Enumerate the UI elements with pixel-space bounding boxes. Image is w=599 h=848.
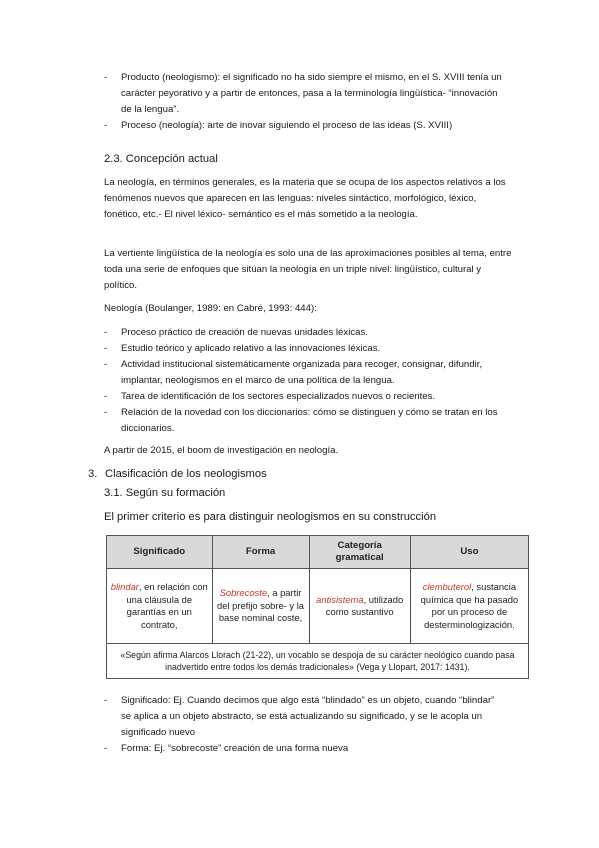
- list-item: [104, 389, 504, 405]
- bullet-dash: -: [104, 695, 108, 706]
- bullet-dash: -: [104, 743, 108, 754]
- cell-significado: [107, 569, 213, 644]
- list-item-text: Significado: Ej. Cuando decimos que algo está “blindado” es un objeto, cuando “blindar” se aplica a un objeto abstracto, se está actualizando su significado, y se le acopla un significado nuevo: [121, 695, 495, 738]
- intro-text: El primer criterio es para distinguir neologismos en su construcción: [104, 511, 437, 523]
- list-item-text: Forma: Ej. “sobrecoste” creación de una forma nueva: [121, 743, 349, 754]
- list-item-text: Actividad institucional sistemáticamente organizada para recoger, consignar, difundir, implantar, neologismos en el marco de una política de la lengua.: [121, 359, 483, 386]
- header-categoria: Categoría gramatical: [309, 536, 410, 569]
- section-heading-3-1: 3.1. Según su formación: [104, 487, 226, 499]
- header-forma: Forma: [212, 536, 309, 569]
- bullet-dash: -: [104, 72, 108, 83]
- bullet-dash: -: [104, 407, 108, 418]
- list-item: [104, 405, 504, 437]
- table-header-row: [107, 536, 529, 569]
- bullet-dash: -: [104, 391, 108, 402]
- section-heading-2-3: 2.3. Concepción actual: [104, 153, 218, 165]
- list-item: [104, 118, 504, 134]
- quote-cell: «Según afirma Alarcos Llorach (21-22), un vocablo se despoja de su carácter neológico cuando pasa inadvertido entre todos los demás tradicionales» (Vega y Llopart, 2017: 1431).: [107, 644, 529, 679]
- table-row: [107, 569, 529, 644]
- cell-forma: [212, 569, 309, 644]
- term: clembuterol: [422, 581, 472, 592]
- cell-text: , utilizado como sustantivo: [325, 593, 404, 617]
- bullet-dash: -: [104, 327, 108, 338]
- list-item: [104, 357, 504, 389]
- list-item-text: Tarea de identificación de los sectores especializados nuevos o recientes.: [121, 391, 436, 402]
- list-item-text: Producto (neologismo): el significado no ha sido siempre el mismo, en el S. XVIII tenía un carácter peyorativo y a partir de entonces, pasa a la terminología lingüística- “innovación de la lengua”.: [121, 72, 502, 115]
- table-quote-row: [107, 644, 529, 679]
- paragraph-boulanger: Neología (Boulanger, 1989: en Cabré, 1993: 444):: [104, 303, 317, 314]
- list-item-text: Relación de la novedad con los diccionarios: cómo se distinguen y cómo se tratan en los diccionarios.: [121, 407, 498, 434]
- bullet-dash: -: [104, 343, 108, 354]
- paragraph-neologia: La neología, en términos generales, es la materia que se ocupa de los aspectos relativos a los fenómenos nuevos que aparecen en las lenguas: niveles sintáctico, morfológico, léxico, fonético, etc.- El nivel léxico- semántico es el más sometido a la neología.: [104, 177, 506, 220]
- list-item: [104, 341, 504, 357]
- neologism-table: [106, 535, 529, 679]
- list-item: [104, 325, 504, 341]
- cell-text: , a partir del prefijo sobre- y la base nominal coste,: [217, 587, 305, 624]
- section-number: 3.: [88, 468, 98, 480]
- term: Sobrecoste: [219, 587, 268, 599]
- list-item: [104, 693, 504, 741]
- list-item: [104, 70, 504, 118]
- list-item-text: Proceso (neología): arte de inovar siguiendo el proceso de las ideas (S. XVIII): [121, 120, 453, 131]
- cell-categoria: [309, 569, 410, 644]
- list-item: [104, 741, 504, 757]
- paragraph-vertiente: La vertiente lingüística de la neología es solo una de las aproximaciones posibles al tema, entre toda una serie de enfoques que sitúan la neología en un triple nivel: lingüístico, cultural y político.: [104, 248, 512, 291]
- bullet-dash: -: [104, 359, 108, 370]
- cell-text: , sustancia química que ha pasado por un proceso de desterminologización.: [420, 581, 519, 630]
- section-heading-3: [88, 466, 388, 482]
- term: antisistema: [316, 593, 364, 605]
- cell-text: , en relación con una cláusula de garantías en un contrato,: [126, 581, 208, 630]
- cell-uso: [410, 569, 528, 644]
- paragraph-boom: A partir de 2015, el boom de investigación en neología.: [104, 445, 339, 456]
- bullet-dash: -: [104, 120, 108, 131]
- term: blindar: [110, 581, 139, 592]
- list-item-text: Estudio teórico y aplicado relativo a las innovaciones léxicas.: [121, 343, 381, 354]
- section-title: Clasificación de los neologismos: [105, 468, 267, 480]
- header-uso: Uso: [410, 536, 528, 569]
- header-significado: Significado: [107, 536, 213, 569]
- list-item-text: Proceso práctico de creación de nuevas unidades léxicas.: [121, 327, 368, 338]
